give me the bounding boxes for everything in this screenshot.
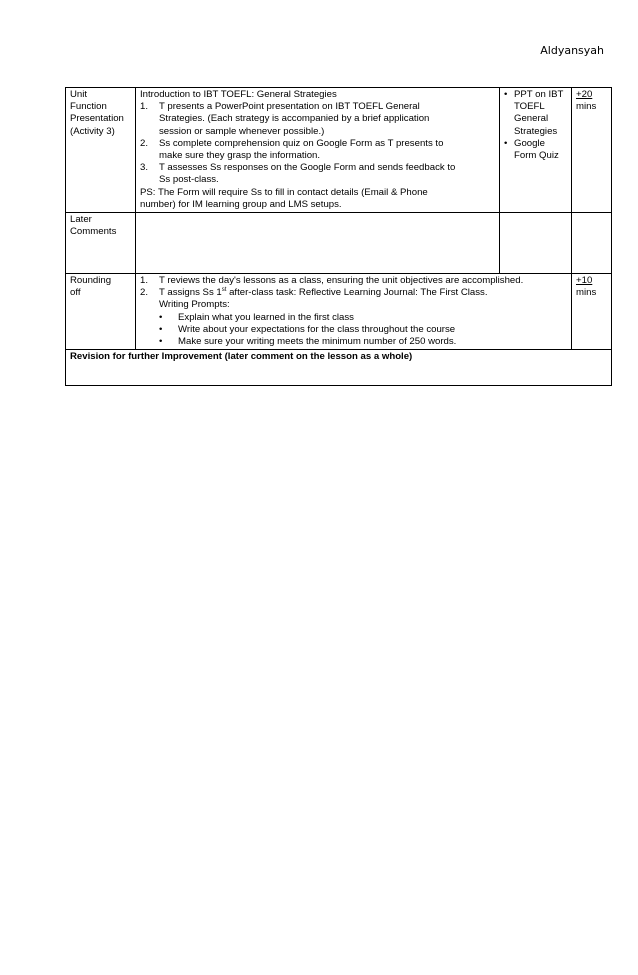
resources-cell — [500, 88, 572, 213]
step-text: T assigns Ss 1 — [159, 287, 222, 299]
step-line: Ss post-class. — [159, 174, 219, 186]
resource-line: • Google — [514, 137, 545, 149]
step-number: 1. — [140, 101, 149, 113]
activity-cell — [136, 274, 572, 350]
writing-prompt: • Make sure your writing meets the minimum number of 250 words. — [140, 336, 567, 348]
ps-note-line: number) for IM learning group and LMS setups. — [140, 198, 342, 210]
writing-prompt: • Explain what you learned in the first class — [140, 312, 567, 324]
step-line — [159, 287, 567, 299]
rounding-off-row — [66, 274, 612, 350]
duration-value: +10 — [576, 275, 593, 287]
step-line: make sure they grasp the information. — [159, 150, 321, 162]
step-line: T assesses Ss responses on the Google Form and sends feedback to — [159, 162, 456, 174]
activity-cell — [136, 88, 500, 213]
step-line: Strategies. (Each strategy is accompanied by a brief application — [159, 113, 430, 125]
step-number: 3. — [140, 162, 149, 174]
step-line: T reviews the day's lessons as a class, ensuring the unit objectives are accomplished. — [159, 275, 524, 287]
activity-steps — [140, 275, 567, 312]
duration-cell — [572, 88, 612, 213]
duration-unit: mins — [576, 101, 597, 113]
step-line: session or sample whenever possible.) — [159, 125, 325, 137]
writing-prompts-label: Writing Prompts: — [159, 299, 230, 311]
step-number: 2. — [140, 137, 149, 149]
step-number: 2. — [140, 287, 149, 299]
writing-prompts-list — [140, 312, 567, 349]
stage-label-line: Later — [70, 214, 92, 226]
step-line: T presents a PowerPoint presentation on IBT TOEFL General — [159, 101, 420, 113]
activity-step — [140, 138, 495, 162]
stage-label-line: Presentation — [70, 113, 124, 125]
stage-label-line: Comments — [70, 226, 117, 238]
resource-item — [504, 138, 567, 162]
duration-unit: mins — [576, 287, 597, 299]
later-comments-row — [66, 213, 612, 274]
activity-step — [140, 275, 567, 287]
unit-presentation-row — [66, 88, 612, 213]
stage-label-line: (Activity 3) — [70, 125, 115, 137]
activity-steps — [140, 101, 495, 186]
resource-line: Strategies — [514, 125, 558, 137]
activity-step — [140, 162, 495, 186]
step-text: after-class task: Reflective Learning Journal: The First Class. — [226, 287, 488, 299]
duration-cell — [572, 274, 612, 350]
resource-line: TOEFL — [514, 101, 545, 113]
revision-row — [66, 350, 612, 386]
comments-duration-cell — [572, 213, 612, 274]
ps-note-line: PS: The Form will require Ss to fill in contact details (Email & Phone — [140, 186, 428, 198]
duration-value: +20 — [576, 89, 593, 100]
step-line: Ss complete comprehension quiz on Google Form as T presents to — [159, 137, 444, 149]
step-number: 1. — [140, 275, 149, 287]
ordinal-suffix: st — [221, 287, 227, 294]
revision-cell: Revision for further Improvement (later comment on the lesson as a whole) — [66, 350, 612, 386]
stage-label-line: Function — [70, 101, 107, 113]
resource-line: General — [514, 113, 549, 125]
stage-label-cell — [66, 88, 136, 213]
activity-step — [140, 287, 567, 311]
comments-cell — [136, 213, 500, 274]
resources-list — [504, 89, 567, 162]
comments-resources-cell — [500, 213, 572, 274]
activity-step — [140, 101, 495, 138]
resource-item — [504, 89, 567, 138]
lesson-plan-table — [65, 87, 612, 386]
writing-prompt: • Write about your expectations for the class throughout the course — [140, 324, 567, 336]
activity-title: Introduction to IBT TOEFL: General Strategies — [140, 89, 337, 100]
author-name: Aldyansyah — [540, 44, 604, 57]
resource-line: • PPT on IBT — [514, 89, 564, 100]
stage-label-line: off — [70, 287, 81, 299]
stage-label-line: Unit — [70, 89, 88, 100]
stage-label-line: Rounding — [70, 275, 112, 287]
stage-label-cell — [66, 274, 136, 350]
stage-label-cell — [66, 213, 136, 274]
resource-line: Form Quiz — [514, 150, 559, 162]
